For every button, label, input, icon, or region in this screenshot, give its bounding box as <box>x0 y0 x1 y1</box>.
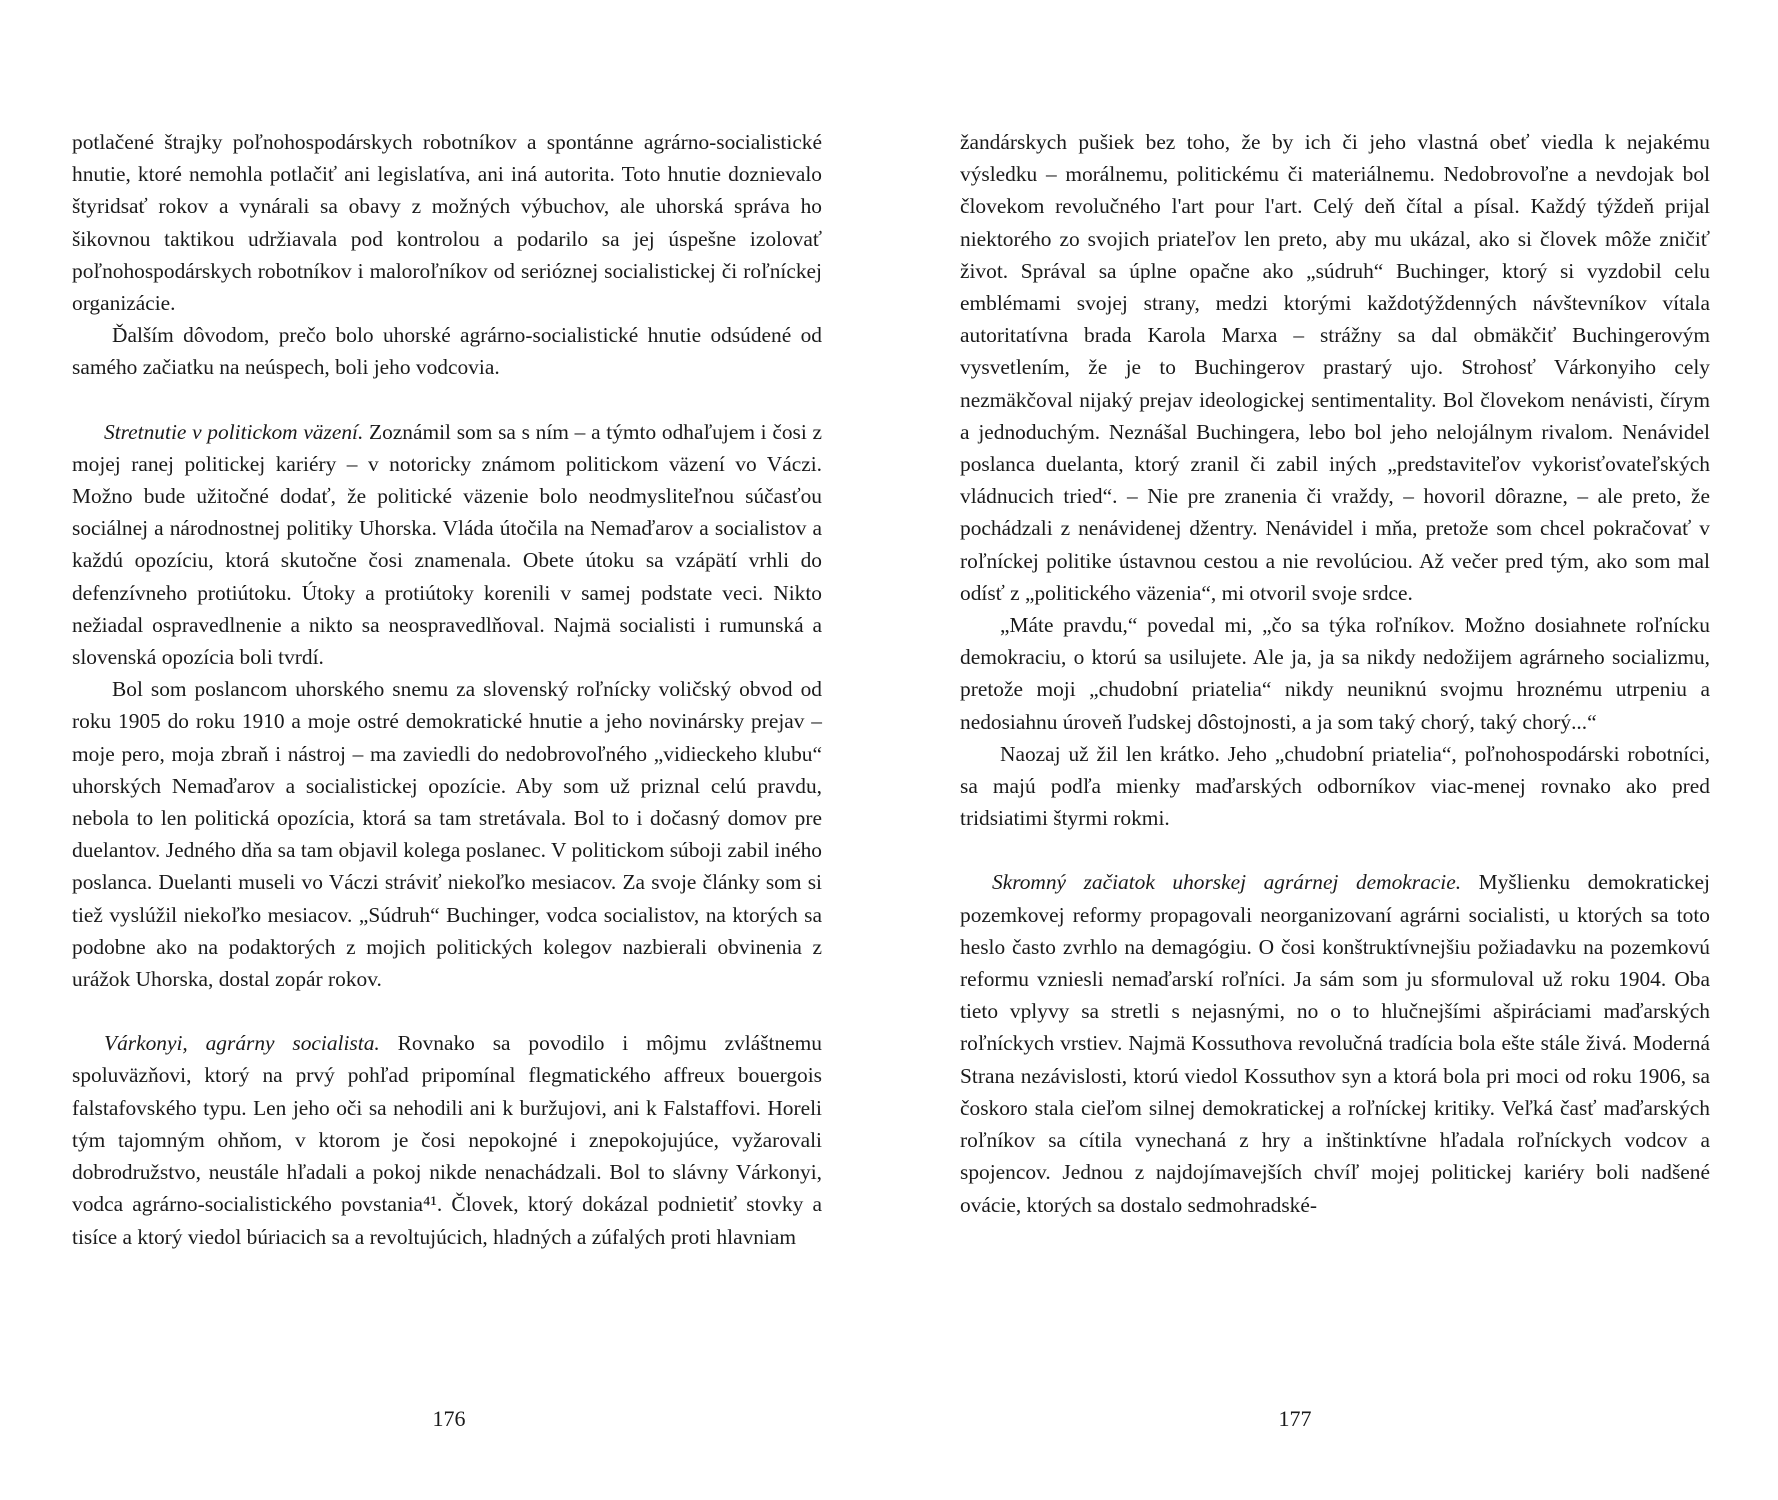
paragraph: Ďalším dôvodom, prečo bolo uhorské agrárno-socialistické hnutie odsúdené od samého začiatku na neúspech, boli jeho vodcovia. <box>72 323 822 380</box>
right-page <box>960 126 1710 1496</box>
section-heading: Várkonyi, agrárny socialista. <box>104 1031 380 1056</box>
paragraph: Stretnutie v politickom väzení. Zoznámil som sa s ním – a týmto odhaľujem i čosi z mojej ranej politickej kariéry – v notoricky známom politickom väzení vo Váczi. Možno bude užitočné dodať, že politické väzenie bolo neodmysliteľnou súčasťou sociálnej a národnostnej politiky Uhorska. Vláda útočila na Nemaďarov a socialistov a každú opozíciu, ktorá skutočne čosi znamenala. Obete útoku sa vzápätí vrhli do defenzívneho protiútoku. Útoky a protiútoky korenili v samej podstate veci. Nikto nežiadal ospravedlnenie a nikto sa neospravedlňoval. Najmä socialisti i rumunská a slovenská opozícia boli tvrdí. <box>72 419 822 670</box>
page-number: 176 <box>432 1406 466 1431</box>
section-heading: Stretnutie v politickom väzení. <box>104 419 364 444</box>
paragraph: Várkonyi, agrárny socialista. Rovnako sa povodilo i môjmu zvláštnemu spoluväzňovi, ktorý na prvý pohľad pripomínal flegmatického affreux bouergois falstafovského typu. Len jeho oči sa nehodili ani k buržujovi, ani k Falstaffovi. Horeli tým tajomným ohňom, v ktorom je čosi nepokojné i znepokojujúce, vyžarovali dobrodružstvo, neustále hľadali a pokoj nikde nenachádzali. Bol to slávny Várkonyi, vodca agrárno-socialistického povstania⁴¹. Človek, ktorý dokázal podnietiť stovky a tisíce a ktorý viedol búriacich sa a revoltujúcich, hladných a zúfalých proti hlavniam <box>72 1031 822 1249</box>
paragraph: potlačené štrajky poľnohospodárskych robotníkov a spontánne agrárno-socialistické hnutie, ktoré nemohla potlačiť ani legislatíva, ani iná autorita. Toto hnutie doznievalo štyridsať rokov a vynárali sa obavy z možných výbuchov, ale uhorská správa ho šikovnou taktikou udržiavala pod kontrolou a podarilo sa jej úspešne izolovať poľnohospodárskych robotníkov i maloroľníkov od serióznej socialistickej či roľníckej organizácie. <box>72 130 822 316</box>
paragraph: Bol som poslancom uhorského snemu za slovenský roľnícky voličský obvod od roku 1905 do roku 1910 a moje ostré demokratické hnutie a jeho novinársky prejav – moje pero, moja zbraň i nástroj – ma zaviedli do nedobrovoľného „vidieckeho klubu“ uhorských Nemaďarov a socialistickej opozície. Aby som už priznal celú pravdu, nebola to len politická opozícia, ktorá sa tam stretávala. Bol to i dočasný domov pre duelantov. Jedného dňa sa tam objavil kolega poslanec. V politickom súboji zabil iného poslanca. Duelanti museli vo Váczi stráviť niekoľko mesiacov. Za svoje články som si tiež vyslúžil niekoľko mesiacov. „Súdruh“ Buchinger, vodca socialistov, na ktorých sa podobne ako na podaktorých z mojich politických kolegov nazbierali obvinenia z urážok Uhorska, dostal zopár rokov. <box>72 677 822 992</box>
paragraph: Skromný začiatok uhorskej agrárnej demokracie. Myšlienku demokratickej pozemkovej reformy propagovali neorganizovaní agrárni socialisti, u ktorých sa toto heslo často zvrhlo na demagógiu. O čosi konštruktívnejšiu požiadavku na pozemkovú reformu vzniesli nemaďarskí roľníci. Ja sám som ju sformuloval už roku 1904. Oba tieto vplyvy sa stretli s nejasnými, no o to hlučnejšími ašpiráciami maďarských roľníckych vrstiev. Najmä Kossuthova revolučná tradícia bola ešte stále živá. Moderná Strana nezávislosti, ktorú viedol Kossuthov syn a ktorá bola pri moci od roku 1906, sa čoskoro stala cieľom silnej demokratickej a roľníckej kritiky. Veľká časť maďarských roľníkov sa cítila vynechaná z hry a inštinktívne hľadala roľníckych vodcov a spojencov. Jednou z najdojímavejších chvíľ mojej politickej kariéry boli nadšené ovácie, ktorých sa dostalo sedmohradské- <box>960 870 1710 1217</box>
paragraph: žandárskych pušiek bez toho, že by ich či jeho vlastná obeť viedla k nejakému výsledku – morálnemu, politickému či materiálnemu. Nedobrovoľne a nevdojak bol človekom revolučného l'art pour l'art. Celý deň čítal a písal. Každý týždeň prijal niektorého zo svojich priateľov len preto, aby mu ukázal, ako si človek môže zničiť život. Správal sa úplne opačne ako „súdruh“ Buchinger, ktorý si vyzdobil celu emblémami svojej strany, medzi ktorými každotýždenných návštevníkov vítala autoritatívna brada Karola Marxa – strážny sa dal obmäkčiť Buchingerovým vysvetlením, že je to Buchingerov prastarý ujo. Strohosť Várkonyiho cely nezmäkčoval nijaký prejav ideologickej sentimentality. Bol človekom nenávisti, čírym a jednoduchým. Neznášal Buchingera, lebo bol jeho nelojálnym rivalom. Nenávidel poslanca duelanta, ktorý zranil či zabil iných „predstaviteľov vykorisťovateľských vládnucich tried“. – Nie pre zranenia či vraždy, – hovoril dôrazne, – ale preto, že pochádzali z nenávidenej džentry. Nenávidel i mňa, pretože som chcel pokračovať v roľníckej politike ústavnou cestou a nie revolúciou. Až večer pred tým, ako som mal odísť z „politického väzenia“, mi otvoril svoje srdce. <box>960 130 1710 605</box>
paragraph: „Máte pravdu,“ povedal mi, „čo sa týka roľníkov. Možno dosiahnete roľnícku demokraciu, o ktorú sa usilujete. Ale ja, ja sa nikdy nedožijem agrárneho socializmu, pretože moji „chudobní priatelia“ nikdy neuniknú svojmu hroznému utrpeniu a nedosiahnu úroveň ľudskej dôstojnosti, a ja som taký chorý, taký chorý...“ <box>960 613 1710 734</box>
paragraph: Naozaj už žil len krátko. Jeho „chudobní priatelia“, poľnohospodárski robotníci, sa majú podľa mienky maďarských odborníkov viac-menej rovnako ako pred tridsiatimi štyrmi rokmi. <box>960 741 1710 831</box>
page-number: 177 <box>1278 1406 1312 1431</box>
left-page <box>72 126 822 1496</box>
section-heading: Skromný začiatok uhorskej agrárnej demokracie. <box>992 870 1462 895</box>
